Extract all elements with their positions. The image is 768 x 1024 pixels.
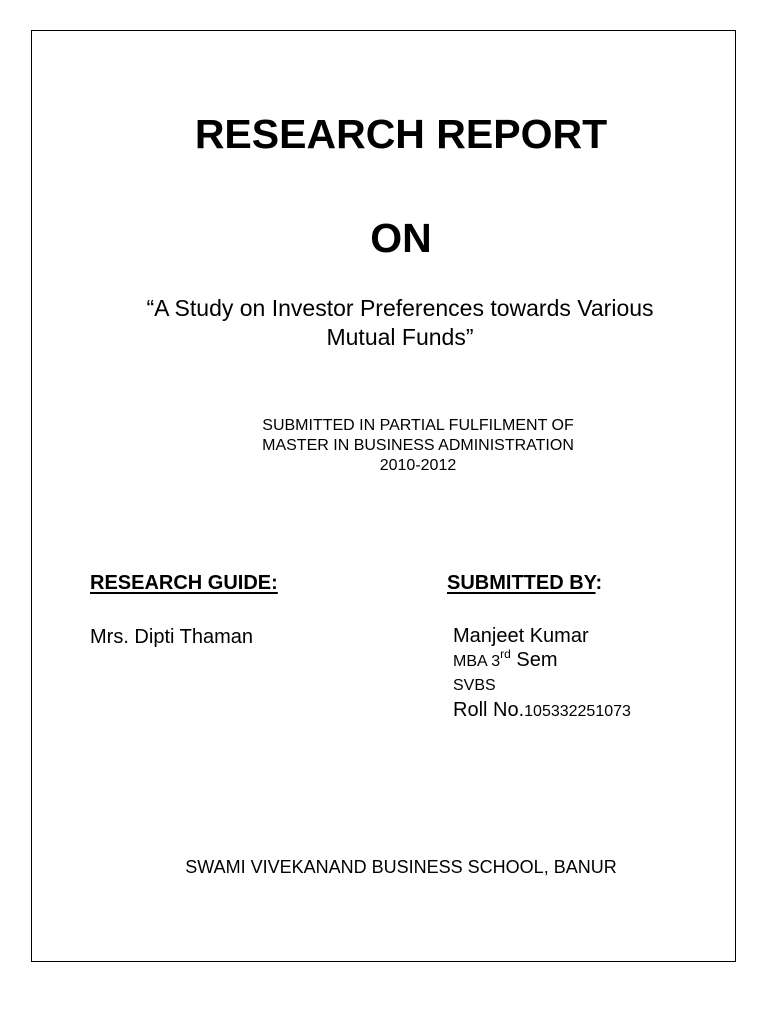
research-guide-heading: RESEARCH GUIDE: [90,572,278,594]
report-on-label: ON [370,215,432,261]
course-prefix: MBA 3 [453,653,501,670]
report-subject-line-1: “A Study on Investor Preferences towards Various [146,295,654,321]
report-title: RESEARCH REPORT [194,111,608,157]
submitted-by-heading-text: SUBMITTED BY [447,572,596,594]
course-suffix: Sem [510,649,558,671]
course-ordinal-suffix: rd [500,647,511,661]
student-college: SVBS [453,677,496,694]
student-details [453,624,631,724]
student-roll [453,698,631,724]
report-subject [100,294,700,352]
student-course [453,648,631,674]
submitted-by-heading [447,570,602,596]
report-subject-line-2: Mutual Funds” [326,324,474,350]
roll-label: Roll No. [453,699,525,721]
submitted-by-colon: : [595,572,603,594]
submission-line-1: SUBMITTED IN PARTIAL FULFILMENT OF [262,417,574,434]
submission-statement [210,416,626,476]
student-name: Manjeet Kumar [453,625,589,647]
roll-number: 105332251073 [524,703,631,720]
school-name: SWAMI VIVEKANAND BUSINESS SCHOOL, BANUR [185,857,617,877]
submission-years: 2010-2012 [379,457,457,474]
page-border [31,30,736,962]
research-guide-name: Mrs. Dipti Thaman [90,626,254,648]
submission-line-2: MASTER IN BUSINESS ADMINISTRATION [262,437,574,454]
